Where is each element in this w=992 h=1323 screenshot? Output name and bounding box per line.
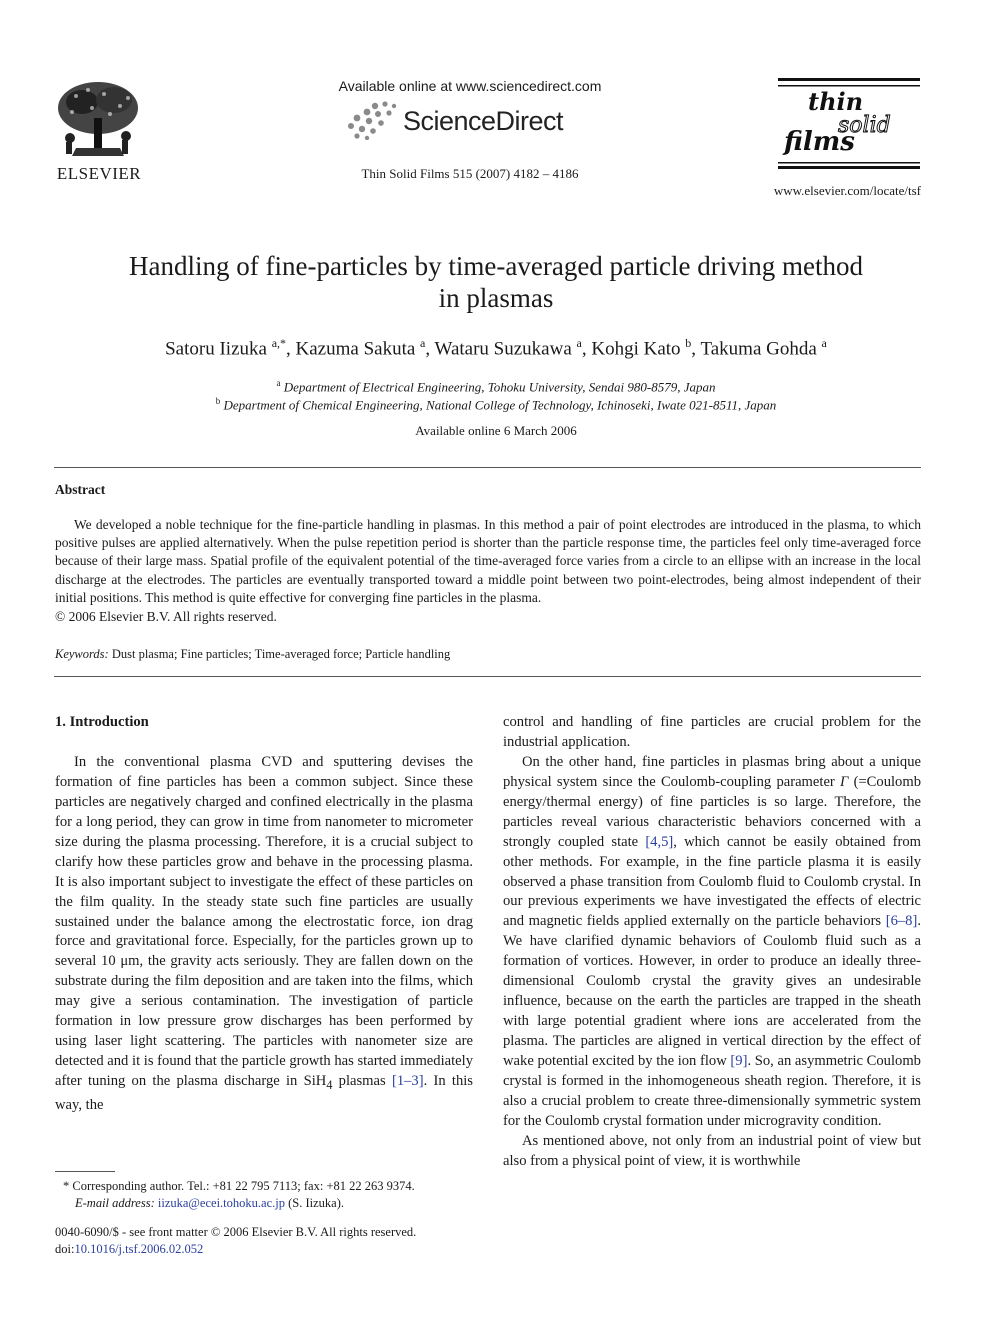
paragraph bbox=[55, 753, 473, 1116]
paragraph-text: plasmas bbox=[332, 1073, 392, 1089]
author-separator: , bbox=[581, 338, 592, 360]
reference-link[interactable]: [6–8] bbox=[885, 913, 918, 930]
author-separator: , bbox=[425, 338, 435, 360]
paragraph-text: . We have clarified dynamic behaviors of Coulomb fluid such as a formation of vortices. However, in order to produce an ideally three-dimensional Coulomb crystal the gravity gives an undesirable influence, because on the earth the particles are trapped in the sheath with large potential gradient where ions are accelerated from the plasma. The particles are aligned in vertical direction by the effect of wake potential excited by the ion flow bbox=[503, 913, 921, 1069]
left-column bbox=[55, 753, 473, 1116]
gamma-symbol: Γ bbox=[840, 773, 849, 790]
title-line-2: in plasmas bbox=[438, 283, 554, 313]
reference-link[interactable]: [9] bbox=[730, 1052, 748, 1069]
author-separator: , bbox=[691, 338, 701, 360]
affiliation-mark: a bbox=[276, 378, 281, 388]
sciencedirect-wordmark: ScienceDirect bbox=[403, 106, 564, 136]
author-name[interactable]: Wataru Suzukawa bbox=[434, 338, 572, 360]
journal-citation: Thin Solid Films 515 (2007) 4182 – 4186 bbox=[361, 166, 579, 181]
keywords-list: Dust plasma; Fine particles; Time-averaged force; Particle handling bbox=[111, 647, 451, 661]
abstract-copyright: © 2006 Elsevier B.V. All rights reserved. bbox=[55, 609, 277, 624]
affiliation-a bbox=[40, 378, 952, 395]
author-name[interactable]: Kohgi Kato bbox=[591, 338, 681, 360]
keywords-label: Keywords: bbox=[55, 647, 109, 661]
paragraph-text: (=Coulomb energy/thermal energy) of fine particles is so large. Therefore, the particles reveal various characteristic behaviors concerned with a strongly coupled state bbox=[503, 773, 922, 850]
footnote-star: * bbox=[63, 1179, 70, 1193]
affiliation-text: Department of Chemical Engineering, National College of Technology, Ichinoseki, Iwate 021-8511, Japan bbox=[223, 397, 777, 413]
paragraph: control and handling of fine particles are crucial problem for the industrial application. bbox=[503, 714, 921, 750]
author-affiliation-mark: a bbox=[821, 336, 827, 350]
footnote-rule bbox=[55, 1171, 115, 1172]
front-matter-line: 0040-6090/$ - see front matter © 2006 Elsevier B.V. All rights reserved. bbox=[55, 1225, 417, 1239]
title-line-1: Handling of fine-particles by time-averaged particle driving method bbox=[129, 251, 863, 281]
elsevier-wordmark: ELSEVIER bbox=[56, 164, 142, 183]
abstract-top-rule bbox=[54, 467, 921, 468]
author-affiliation-mark: a bbox=[420, 336, 426, 350]
sciencedirect-dots-icon bbox=[345, 100, 403, 140]
author-list bbox=[40, 336, 952, 360]
footnote-contact: Corresponding author. Tel.: +81 22 795 7113; fax: +81 22 263 9374. bbox=[72, 1179, 415, 1193]
elsevier-tree-icon bbox=[52, 78, 144, 162]
doi-label: doi: bbox=[55, 1242, 75, 1256]
author-name[interactable]: Satoru Iizuka bbox=[165, 338, 267, 360]
front-matter bbox=[55, 1224, 475, 1258]
affiliation-mark: b bbox=[215, 396, 221, 406]
right-column bbox=[503, 713, 921, 1172]
reference-link[interactable]: [1–3] bbox=[391, 1073, 424, 1089]
doi-link[interactable]: 10.1016/j.tsf.2006.02.052 bbox=[74, 1242, 204, 1256]
author-name[interactable]: Takuma Gohda bbox=[700, 338, 817, 360]
email-suffix: (S. Iizuka). bbox=[288, 1196, 344, 1210]
sciencedirect-logo bbox=[345, 98, 585, 142]
available-online-banner: Available online at www.sciencedirect.com bbox=[338, 78, 602, 94]
author-affiliation-mark: a bbox=[576, 336, 582, 350]
affiliation-text: Department of Electrical Engineering, Tohoku University, Sendai 980-8579, Japan bbox=[283, 379, 716, 395]
paragraph: As mentioned above, not only from an industrial point of view but also from a physical point of view, it is worthwhile bbox=[503, 1132, 921, 1169]
paragraph bbox=[503, 753, 921, 1132]
subscript: 4 bbox=[326, 1077, 333, 1092]
email-link[interactable]: iizuka@ecei.tohoku.ac.jp bbox=[157, 1196, 285, 1210]
thin-solid-films-logo-icon bbox=[778, 78, 920, 170]
svg-text:solid: solid bbox=[838, 113, 891, 138]
keywords bbox=[55, 647, 450, 662]
email-label: E-mail address: bbox=[75, 1196, 155, 1210]
author-affiliation-mark: a,* bbox=[271, 336, 287, 350]
paragraph-text: In the conventional plasma CVD and sputtering devises the formation of fine particles has been a common subject. Since these particles are negatively charged and confined electrically in the plasma for a long period, they can grow in time from nanometer to micrometer size during the plasma processing. Therefore, it is a crucial subject to clarify how these particles grow and behave in the processing plasma. It is also important subject to investigate the effect of these particles on the film quality. In the steady state such fine particles are usually sustained under the balance among the electrostatic force, ion drag force and gravitational force. Especially, for the particles grown up to several 10 μm, the gravity acts seriously. They are fallen down on the substrate during the film deposition and are taken into the films, which may give a serious contamination. The investigation of particle formation in low pressure grow discharges has been performed by using laser light scattering. The particles with nanometer size are detected and it is found that the particle growth has started immediately after tuning on the plasma discharge in SiH bbox=[55, 754, 473, 1089]
article-title bbox=[60, 250, 932, 314]
svg-text:thin: thin bbox=[808, 87, 864, 116]
author-name[interactable]: Kazuma Sakuta bbox=[295, 338, 416, 360]
abstract-heading: Abstract bbox=[55, 482, 106, 497]
reference-link[interactable]: [4,5] bbox=[645, 833, 674, 850]
section-heading: 1. Introduction bbox=[55, 714, 149, 730]
paragraph-text: . So, an asymmetric Coulomb crystal is formed in the inhomogeneous sheath region. Therefore, it is also a crucial problem to create three-dimensionally symmetric system for the Coulomb crystal formation under microgravity condition. bbox=[503, 1052, 921, 1129]
journal-url-link[interactable]: www.elsevier.com/locate/tsf bbox=[773, 183, 921, 198]
affiliation-b bbox=[40, 396, 952, 413]
paragraph-text: On the other hand, fine particles in plasmas bring about a unique physical system since the Coulomb-coupling parameter bbox=[503, 753, 921, 790]
paragraph-text: , which cannot be easily obtained from other methods. For example, in the fine particle plasma it is easily observed a phase transition from Coulomb fluid to Coulomb crystal. In our previous experiments we have investigated the effects of electric and magnetic fields applied externally on the particle behaviors bbox=[503, 833, 921, 930]
abstract-bottom-rule bbox=[54, 676, 921, 677]
paragraph-text: . In this way, the bbox=[55, 1073, 473, 1113]
author-separator: , bbox=[286, 338, 296, 360]
author-affiliation-mark: b bbox=[685, 336, 692, 350]
elsevier-logo bbox=[52, 78, 146, 182]
thin-solid-films-logo bbox=[778, 78, 920, 170]
corresponding-author-footnote bbox=[55, 1178, 475, 1212]
svg-text:films: films bbox=[784, 127, 855, 157]
available-online-date: Available online 6 March 2006 bbox=[415, 423, 577, 438]
abstract-body: We developed a noble technique for the fine-particle handling in plasmas. In this method a pair of point electrodes are introduced in the plasma, to which positive pulses are applied alternatively. When the pulse repetition period is shorter than the particle response time, the particles feel only time-averaged force because of their large mass. Spatial profile of the equivalent potential of the time-averaged force varies from a circle to an ellipse with an increase in the local discharge at the electrodes. The particles are eventually transported toward a middle point between two point-electrodes, being almost independent of their initial positions. This method is quite effective for converging fine particles in the plasma. bbox=[55, 517, 921, 605]
